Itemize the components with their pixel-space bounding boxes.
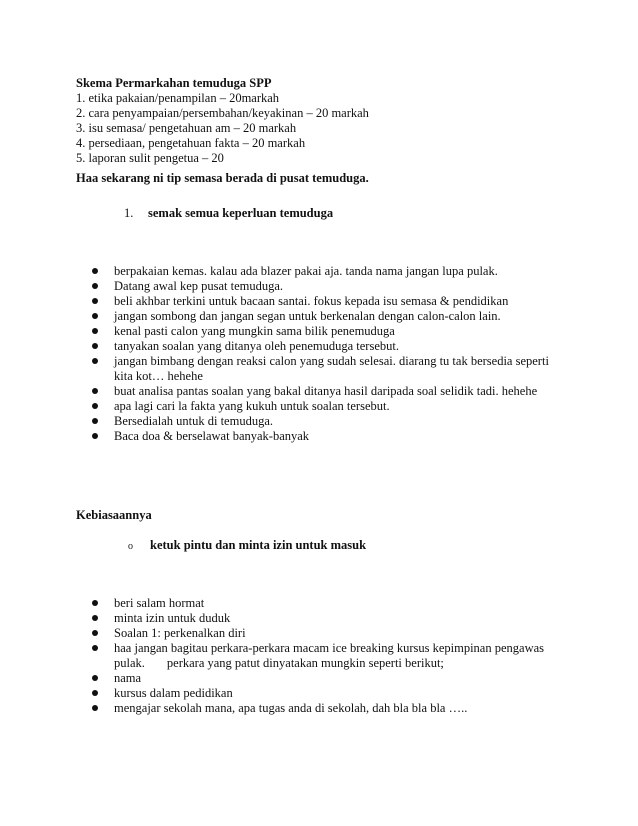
list-item-text: berpakaian kemas. kalau ada blazer pakai aja. tanda nama jangan lupa pulak. (114, 264, 498, 278)
list-item (90, 414, 549, 429)
list-item (90, 611, 544, 626)
bullet-icon (92, 358, 98, 364)
list-item (90, 309, 549, 324)
list-item-text: nama (114, 671, 142, 685)
list-item (90, 384, 549, 399)
list-item (90, 596, 544, 611)
step-text: ketuk pintu dan minta izin untuk masuk (150, 538, 367, 552)
bullet-icon (92, 433, 98, 439)
bullet-icon (92, 268, 98, 274)
step-2 (128, 538, 366, 554)
list-item-text: apa lagi cari la fakta yang kukuh untuk soalan tersebut. (114, 399, 390, 413)
bullet-icon (92, 298, 98, 304)
bullet-icon (92, 313, 98, 319)
bullet-icon (92, 630, 98, 636)
list-item (90, 701, 544, 716)
continuation-part: pulak. (114, 656, 145, 670)
list-item (90, 399, 549, 414)
list-item (90, 264, 549, 279)
step-text: semak semua keperluan temuduga (148, 206, 334, 220)
bullet-icon (92, 645, 98, 651)
step-1 (124, 206, 333, 221)
list-item-text: kenal pasti calon yang mungkin sama bilik penemuduga (114, 324, 395, 338)
list-item-text: beli akhbar terkini untuk bacaan santai. fokus kepada isu semasa & pendidikan (114, 294, 509, 308)
list-item (90, 354, 549, 369)
list-item (90, 429, 549, 444)
list-item (90, 686, 544, 701)
list-item-continuation (90, 656, 544, 671)
continuation-part: perkara yang patut dinyatakan mungkin seperti berikut; (166, 656, 444, 670)
list-item-text: Soalan 1: perkenalkan diri (114, 626, 246, 640)
list-item (90, 641, 544, 656)
list-item-text: minta izin untuk duduk (114, 611, 231, 625)
list-item-continuation: kita kot… hehehe (114, 369, 203, 383)
bullet-icon (92, 705, 98, 711)
scheme-item: 5. laporan sulit pengetua – 20 (76, 151, 224, 165)
kebiasaan-heading: Kebiasaannya (76, 508, 152, 522)
bullet-icon (92, 343, 98, 349)
bullet-icon (92, 328, 98, 334)
list-item-text: kursus dalam pedidikan (114, 686, 233, 700)
interview-bullet-list (90, 596, 544, 716)
scheme-item: 3. isu semasa/ pengetahuan am – 20 markah (76, 121, 297, 135)
bullet-icon (92, 403, 98, 409)
list-item (90, 294, 549, 309)
list-item-text: beri salam hormat (114, 596, 205, 610)
bullet-icon (92, 690, 98, 696)
list-item-text: tanyakan soalan yang ditanya oleh penemuduga tersebut. (114, 339, 399, 353)
list-item-text: buat analisa pantas soalan yang bakal ditanya hasil daripada soal selidik tadi. hehehe (114, 384, 538, 398)
list-item (90, 626, 544, 641)
list-item (90, 324, 549, 339)
bullet-icon (92, 388, 98, 394)
list-item-text: Bersedialah untuk di temuduga. (114, 414, 273, 428)
bullet-icon (92, 418, 98, 424)
tip-heading: Haa sekarang ni tip semasa berada di pusat temuduga. (76, 171, 369, 185)
bullet-icon (92, 283, 98, 289)
step-number: 1. (124, 206, 134, 220)
list-item-text: jangan sombong dan jangan segan untuk berkenalan dengan calon-calon lain. (114, 309, 501, 323)
bullet-icon (92, 615, 98, 621)
list-item (90, 671, 544, 686)
scoring-scheme (76, 76, 369, 166)
scheme-item: 4. persediaan, pengetahuan fakta – 20 markah (76, 136, 306, 150)
list-item-text: jangan bimbang dengan reaksi calon yang sudah selesai. diarang tu tak bersedia seperti (114, 354, 549, 368)
scheme-title: Skema Permarkahan temuduga SPP (76, 76, 272, 90)
list-item (90, 279, 549, 294)
list-item (90, 339, 549, 354)
list-item-text: Datang awal kep pusat temuduga. (114, 279, 284, 293)
list-item-text: Baca doa & berselawat banyak-banyak (114, 429, 310, 443)
list-item-text: haa jangan bagitau perkara-perkara macam ice breaking kursus kepimpinan pengawas (114, 641, 545, 655)
scheme-item: 1. etika pakaian/penampilan – 20markah (76, 91, 280, 105)
bullet-icon (92, 675, 98, 681)
tips-bullet-list (90, 264, 549, 444)
circle-bullet-icon: o (128, 541, 133, 552)
bullet-icon (92, 600, 98, 606)
list-item-text: mengajar sekolah mana, apa tugas anda di sekolah, dah bla bla bla ….. (114, 701, 468, 715)
scheme-item: 2. cara penyampaian/persembahan/keyakinan – 20 markah (76, 106, 369, 120)
